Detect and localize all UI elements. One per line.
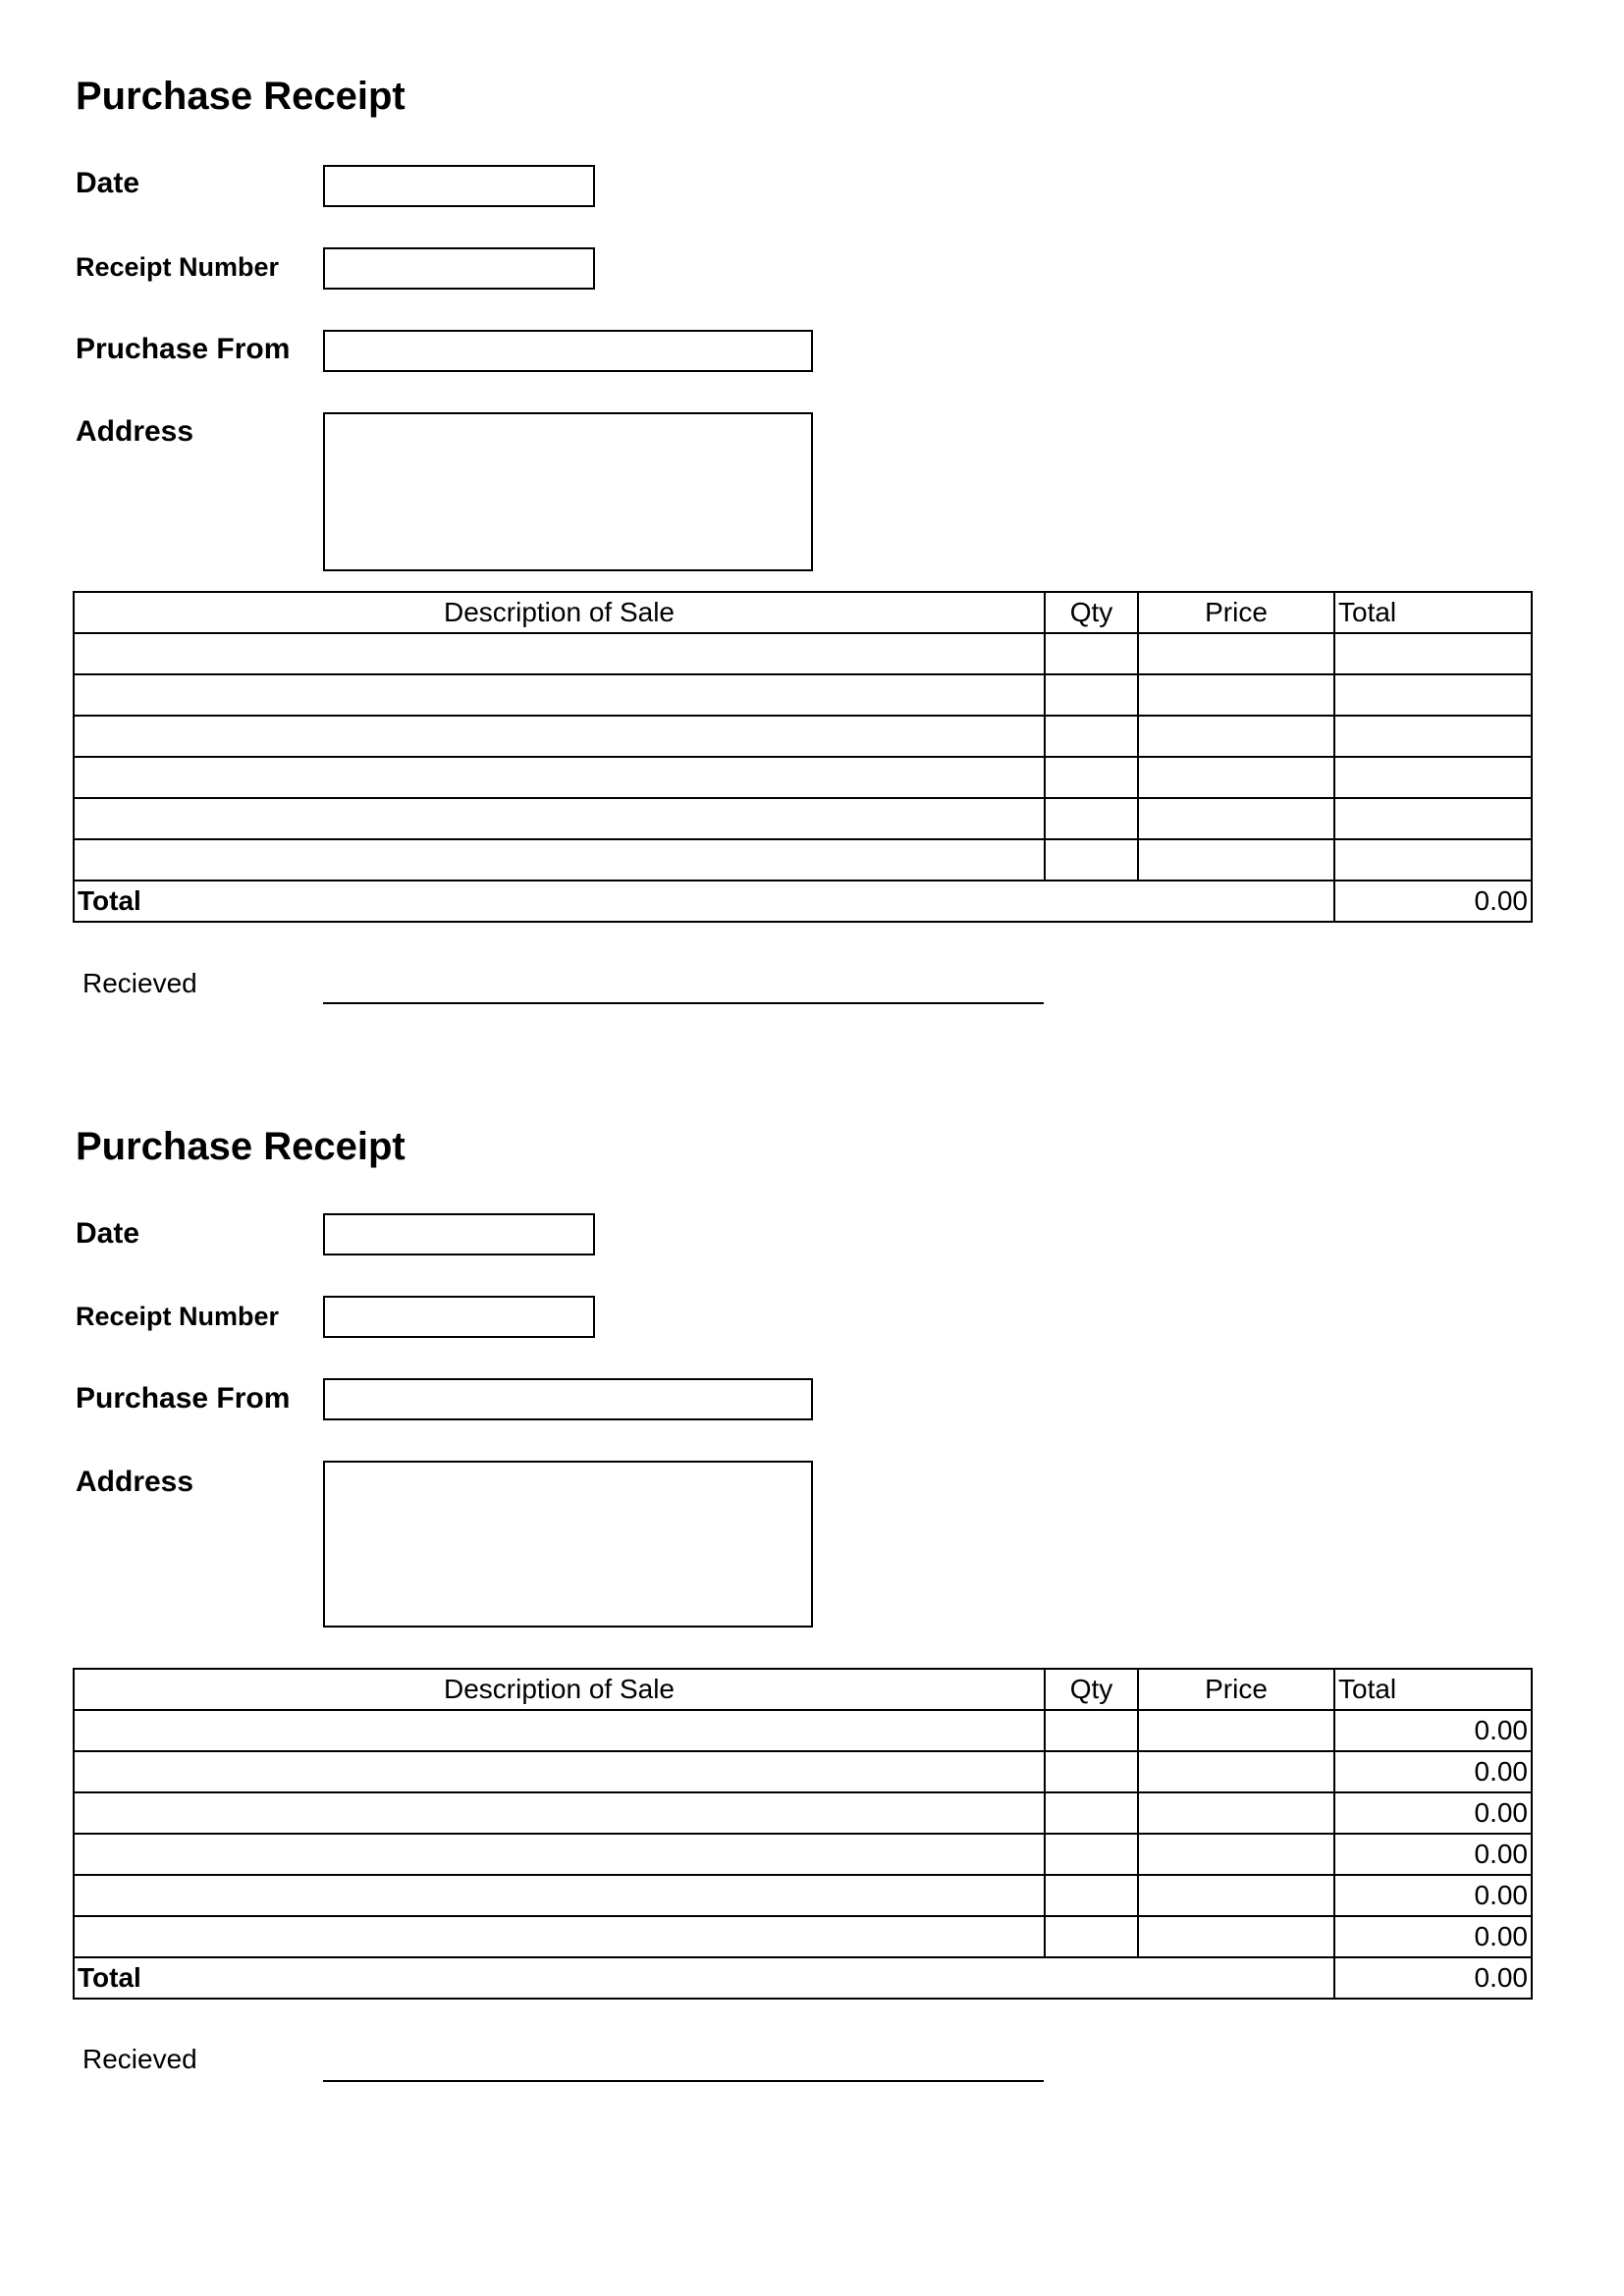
table-row [74,757,1532,798]
address-field[interactable] [323,1461,813,1628]
table-row [74,1792,1532,1834]
qty-cell[interactable] [1045,798,1138,839]
qty-cell[interactable] [1045,757,1138,798]
header-qty: Qty [1045,592,1138,633]
table-row [74,1875,1532,1916]
address-label: Address [76,415,194,448]
price-cell[interactable] [1138,757,1334,798]
price-cell[interactable] [1138,1751,1334,1792]
grand-total-label: Total [74,881,1334,922]
table-header-row [74,592,1532,633]
total-cell [1334,839,1532,881]
receipt-number-label: Receipt Number [76,252,280,282]
description-cell[interactable] [74,757,1045,798]
price-cell[interactable] [1138,1875,1334,1916]
header-price: Price [1138,592,1334,633]
header-qty: Qty [1045,1669,1138,1710]
description-cell[interactable] [74,716,1045,757]
date-field[interactable] [323,1213,595,1255]
description-cell[interactable] [74,1710,1045,1751]
grand-total-label: Total [74,1957,1334,1999]
price-cell[interactable] [1138,1916,1334,1957]
qty-cell[interactable] [1045,633,1138,674]
receipt-2 [0,1050,1624,2110]
total-cell [1334,716,1532,757]
table-row [74,798,1532,839]
price-cell[interactable] [1138,1834,1334,1875]
receipt-number-label: Receipt Number [76,1302,280,1331]
qty-cell[interactable] [1045,674,1138,716]
description-cell[interactable] [74,633,1045,674]
description-cell[interactable] [74,1916,1045,1957]
total-cell: 0.00 [1334,1710,1532,1751]
table-row [74,1834,1532,1875]
qty-cell[interactable] [1045,1916,1138,1957]
price-cell[interactable] [1138,839,1334,881]
received-signature-line[interactable] [323,2080,1044,2082]
qty-cell[interactable] [1045,1710,1138,1751]
purchase-from-field[interactable] [323,1378,813,1420]
header-total: Total [1334,592,1532,633]
price-cell[interactable] [1138,633,1334,674]
total-cell [1334,633,1532,674]
total-cell: 0.00 [1334,1834,1532,1875]
total-cell: 0.00 [1334,1792,1532,1834]
description-cell[interactable] [74,674,1045,716]
total-cell: 0.00 [1334,1916,1532,1957]
price-cell[interactable] [1138,1792,1334,1834]
grand-total-value: 0.00 [1334,1957,1532,1999]
table-header-row [74,1669,1532,1710]
table-total-row [74,1957,1532,1999]
table-row [74,1710,1532,1751]
table-row [74,674,1532,716]
header-description: Description of Sale [74,1669,1045,1710]
price-cell[interactable] [1138,798,1334,839]
address-field[interactable] [323,412,813,571]
receipt-number-field[interactable] [323,1296,595,1338]
description-cell[interactable] [74,1834,1045,1875]
description-cell[interactable] [74,798,1045,839]
qty-cell[interactable] [1045,1792,1138,1834]
date-field[interactable] [323,165,595,207]
items-table [73,591,1533,923]
header-price: Price [1138,1669,1334,1710]
description-cell[interactable] [74,1875,1045,1916]
description-cell[interactable] [74,839,1045,881]
date-label: Date [76,167,140,199]
qty-cell[interactable] [1045,1751,1138,1792]
price-cell[interactable] [1138,1710,1334,1751]
address-label: Address [76,1466,194,1498]
date-label: Date [76,1217,140,1250]
received-label: Recieved [82,2044,197,2074]
description-cell[interactable] [74,1751,1045,1792]
table-row [74,839,1532,881]
table-row [74,716,1532,757]
purchase-from-label: Purchase From [76,1382,291,1415]
qty-cell[interactable] [1045,716,1138,757]
received-label: Recieved [82,968,197,998]
grand-total-value: 0.00 [1334,881,1532,922]
table-row [74,1751,1532,1792]
table-row [74,1916,1532,1957]
purchase-from-label: Pruchase From [76,333,291,365]
purchase-from-field[interactable] [323,330,813,372]
total-cell: 0.00 [1334,1751,1532,1792]
qty-cell[interactable] [1045,839,1138,881]
qty-cell[interactable] [1045,1875,1138,1916]
receipt-number-field[interactable] [323,247,595,290]
header-total: Total [1334,1669,1532,1710]
description-cell[interactable] [74,1792,1045,1834]
total-cell [1334,757,1532,798]
table-total-row [74,881,1532,922]
receipt-title: Purchase Receipt [76,1125,406,1168]
total-cell: 0.00 [1334,1875,1532,1916]
receipt-title: Purchase Receipt [76,75,406,118]
receipt-1 [0,0,1624,1060]
header-description: Description of Sale [74,592,1045,633]
qty-cell[interactable] [1045,1834,1138,1875]
total-cell [1334,798,1532,839]
table-row [74,633,1532,674]
price-cell[interactable] [1138,674,1334,716]
price-cell[interactable] [1138,716,1334,757]
received-signature-line[interactable] [323,1002,1044,1004]
total-cell [1334,674,1532,716]
items-table [73,1668,1533,2000]
